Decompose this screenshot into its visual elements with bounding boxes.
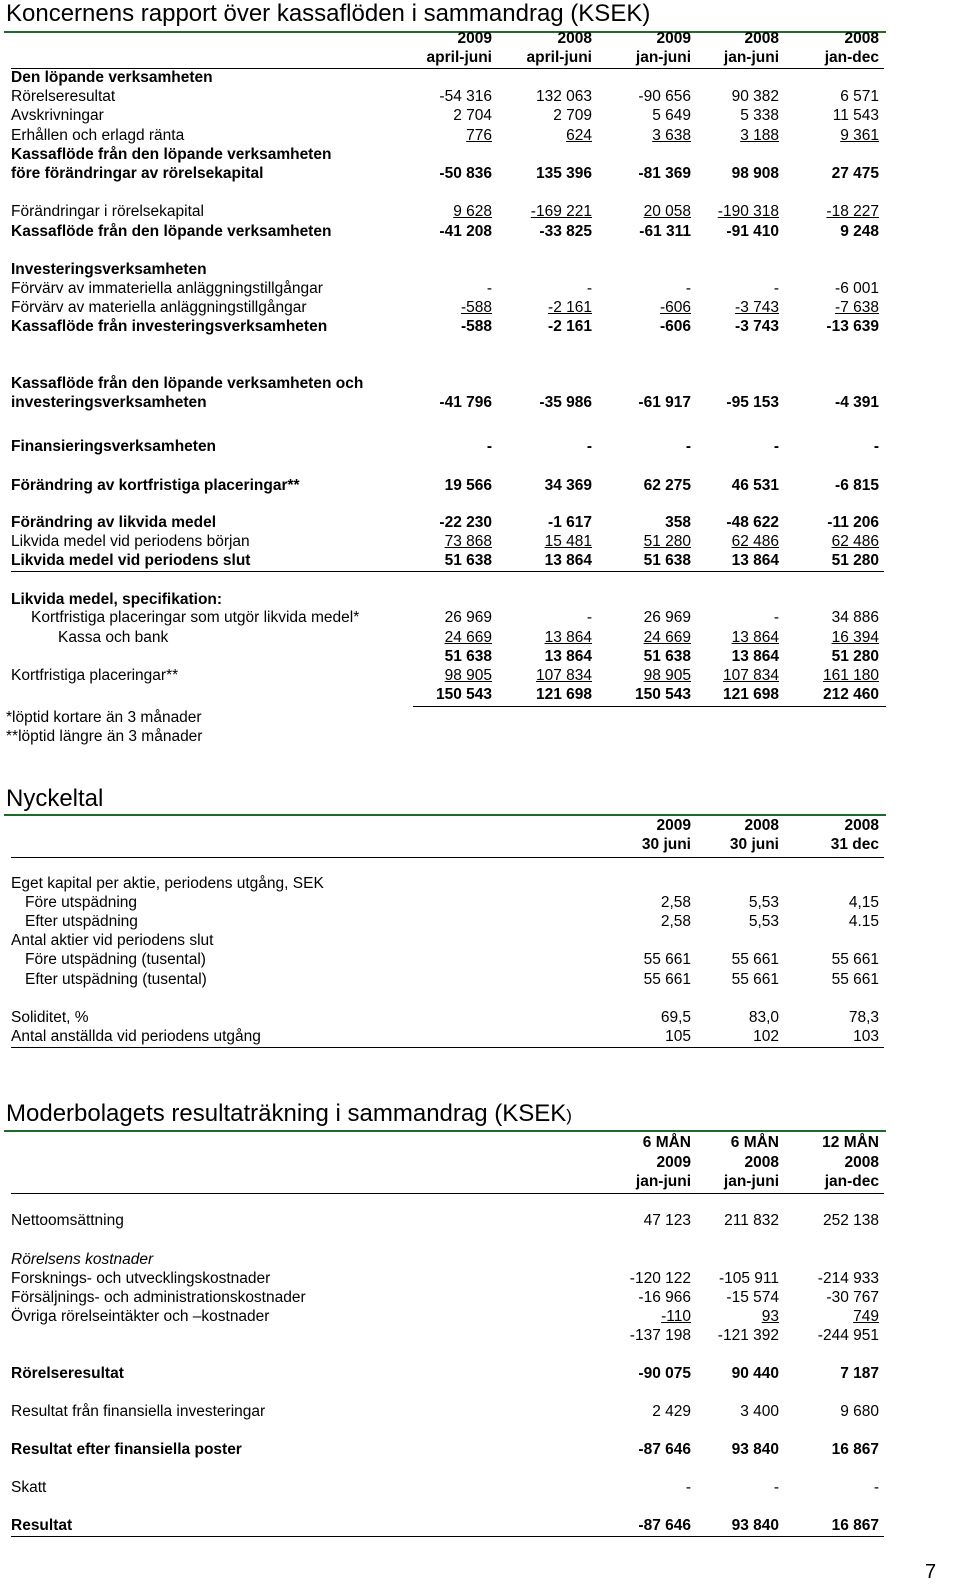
cell-value: 2,58 (660, 913, 691, 930)
table-rule (11, 1047, 884, 1048)
cell-value: -120 122 (629, 1270, 691, 1287)
cell-value: 55 661 (643, 951, 691, 968)
table-rule (11, 1193, 884, 1194)
row-label: Resultat (11, 1517, 73, 1534)
cell-value: 83,0 (748, 1009, 779, 1026)
cell-value: 2,58 (660, 894, 691, 911)
cell-value: 98 908 (731, 165, 779, 182)
cell-value: - (586, 280, 592, 297)
cell-value: 62 275 (643, 477, 691, 494)
cell-value: 69,5 (660, 1009, 691, 1026)
footnote-short: *löptid kortare än 3 månader (6, 709, 202, 726)
cell-value: 93 840 (731, 1441, 779, 1458)
cell-value: 5 338 (740, 107, 779, 124)
row-label: Likvida medel vid periodens slut (11, 552, 251, 569)
column-period: jan-dec (824, 1173, 879, 1190)
row-label: Rörelseresultat (11, 88, 116, 105)
row-label: Före utspädning (tusental) (25, 951, 206, 968)
cell-value: 51 638 (643, 648, 691, 665)
table-rule (11, 571, 884, 572)
cell-value: 13 864 (544, 629, 592, 646)
row-label: Antal anställda vid periodens utgång (11, 1028, 261, 1045)
cell-value: -606 (659, 318, 691, 335)
cell-value: 9 248 (840, 223, 879, 240)
cell-value: 5,53 (748, 913, 779, 930)
row-label: Övriga rörelseintäkter och –kostnader (11, 1308, 270, 1325)
cell-value: 3 400 (740, 1403, 779, 1420)
cell-value: -41 208 (439, 223, 492, 240)
cell-value: 62 486 (731, 533, 779, 550)
cell-value: 15 481 (544, 533, 592, 550)
column-period: 30 juni (729, 836, 779, 853)
cell-value: -190 318 (717, 203, 779, 220)
column-period: april-juni (426, 49, 492, 66)
cell-value: -54 316 (439, 88, 492, 105)
cell-value: -588 (460, 299, 492, 316)
row-label: Efter utspädning (25, 913, 138, 930)
cell-value: 55 661 (731, 971, 779, 988)
cell-value: 135 396 (535, 165, 592, 182)
cell-value: -61 917 (638, 394, 691, 411)
cell-value: 2 704 (453, 107, 492, 124)
column-year: 2008 (844, 1154, 879, 1171)
cell-value: 4,15 (848, 894, 879, 911)
cell-value: -110 (661, 1308, 691, 1325)
row-label: Erhållen och erlagd ränta (11, 127, 185, 144)
cell-value: 51 280 (643, 533, 691, 550)
row-label: Förvärv av immateriella anläggningstillgångar (11, 280, 323, 297)
column-months: 6 MÅN (730, 1134, 779, 1151)
page-number: 7 (925, 1561, 937, 1583)
column-year: 2008 (744, 30, 779, 47)
cell-value: 55 661 (731, 951, 779, 968)
moderbolag-title (6, 1100, 572, 1128)
cell-value: 13 864 (731, 648, 779, 665)
cell-value: 2 709 (553, 107, 592, 124)
cell-value: 102 (753, 1028, 779, 1045)
cell-value: 90 382 (731, 88, 779, 105)
row-label: Före utspädning (25, 894, 138, 911)
cell-value: -105 911 (718, 1270, 779, 1287)
cell-value: 62 486 (831, 533, 879, 550)
cell-value: 78,3 (848, 1009, 879, 1026)
cell-value: 150 543 (435, 686, 492, 703)
cell-value: 13 864 (731, 629, 779, 646)
column-period: 31 dec (830, 836, 879, 853)
cell-value: -214 933 (817, 1270, 879, 1287)
cell-value: 51 638 (444, 648, 492, 665)
cell-value: 16 394 (831, 629, 879, 646)
cell-value: -6 815 (835, 477, 879, 494)
column-year: 2009 (656, 817, 691, 834)
row-label: investeringsverksamheten (11, 394, 207, 411)
row-label: Rörelseresultat (11, 1365, 124, 1382)
table-rule (11, 857, 884, 858)
row-label: Kassaflöde från investeringsverksamheten (11, 318, 328, 335)
column-year: 2009 (457, 30, 492, 47)
row-label: Kassaflöde från den löpande verksamheten och (11, 375, 364, 392)
cell-value: 776 (466, 127, 492, 144)
cell-value: 103 (853, 1028, 879, 1045)
cell-value: - (586, 609, 592, 626)
cell-value: 20 058 (643, 203, 691, 220)
cell-value: 19 566 (444, 477, 492, 494)
column-year: 2009 (656, 30, 691, 47)
moderbolag-title-close: ) (566, 1106, 572, 1125)
row-label: Kassa och bank (58, 629, 169, 646)
cell-value: 9 361 (840, 127, 879, 144)
cell-value: 3 188 (740, 127, 779, 144)
column-months: 12 MÅN (822, 1134, 879, 1151)
cell-value: - (486, 280, 492, 297)
cell-value: 2 429 (652, 1403, 691, 1420)
column-year: 2008 (744, 817, 779, 834)
cell-value: - (773, 438, 779, 455)
footnote-long: **löptid längre än 3 månader (6, 728, 203, 745)
column-period: jan-juni (635, 49, 691, 66)
table-rule (11, 68, 884, 69)
cell-value: -2 161 (548, 299, 592, 316)
cell-value: -33 825 (539, 223, 592, 240)
cell-value: 3 638 (652, 127, 691, 144)
row-label: Soliditet, % (11, 1009, 89, 1026)
cell-value: 46 531 (731, 477, 779, 494)
row-label: Finansieringsverksamheten (11, 438, 217, 455)
cell-value: 9 628 (453, 203, 492, 220)
cell-value: - (685, 280, 691, 297)
cell-value: 13 864 (731, 552, 779, 569)
cell-value: 51 638 (643, 552, 691, 569)
column-period: april-juni (526, 49, 592, 66)
cell-value: -169 221 (530, 203, 592, 220)
cell-value: -15 574 (726, 1289, 779, 1306)
row-label: före förändringar av rörelsekapital (11, 165, 264, 182)
cell-value: 98 905 (643, 667, 691, 684)
cell-value: -3 743 (735, 299, 779, 316)
cell-value: 13 864 (544, 648, 592, 665)
column-year: 2009 (656, 1154, 691, 1171)
cell-value: 73 868 (444, 533, 492, 550)
cell-value: 24 669 (444, 629, 492, 646)
cell-value: 93 840 (731, 1517, 779, 1534)
cell-value: 107 834 (722, 667, 779, 684)
cell-value: -137 198 (629, 1327, 691, 1344)
row-label: Avskrivningar (11, 107, 104, 124)
cell-value: 4.15 (848, 913, 879, 930)
column-year: 2008 (844, 30, 879, 47)
column-period: jan-juni (723, 49, 779, 66)
row-label: Kassaflöde från den löpande verksamheten (11, 223, 332, 240)
moderbolag-title-rule (4, 1130, 886, 1132)
row-label: Eget kapital per aktie, periodens utgång, SEK (11, 875, 324, 892)
cell-value: -2 161 (548, 318, 592, 335)
cell-value: -1 617 (548, 514, 592, 531)
row-label: Förändring av likvida medel (11, 514, 217, 531)
cell-value: -30 767 (826, 1289, 879, 1306)
cell-value: 150 543 (634, 686, 691, 703)
cell-value: 212 460 (822, 686, 879, 703)
cell-value: - (486, 438, 492, 455)
column-period: jan-juni (723, 1173, 779, 1190)
cell-value: 16 867 (831, 1441, 879, 1458)
cell-value: -4 391 (835, 394, 879, 411)
cell-value: 5 649 (652, 107, 691, 124)
column-year: 2008 (744, 1154, 779, 1171)
cell-value: - (873, 1479, 879, 1496)
cell-value: -13 639 (826, 318, 879, 335)
table-rule (11, 1536, 884, 1537)
nyckeltal-title-rule (4, 814, 886, 816)
cell-value: 24 669 (643, 629, 691, 646)
cell-value: - (773, 1479, 779, 1496)
cell-value: 132 063 (535, 88, 592, 105)
cell-value: -50 836 (439, 165, 492, 182)
cell-value: 47 123 (643, 1212, 691, 1229)
row-label: Likvida medel, specifikation: (11, 591, 223, 608)
cell-value: 107 834 (535, 667, 592, 684)
column-period: jan-dec (824, 49, 879, 66)
column-months: 6 MÅN (642, 1134, 691, 1151)
row-label: Kassaflöde från den löpande verksamheten (11, 146, 332, 163)
cell-value: 34 886 (831, 609, 879, 626)
cell-value: - (773, 280, 779, 297)
cell-value: -48 622 (726, 514, 779, 531)
cashflow-title: Koncernens rapport över kassaflöden i sammandrag (KSEK) (6, 0, 651, 27)
row-label: Försäljnings- och administrationskostnader (11, 1289, 306, 1306)
cell-value: 98 905 (444, 667, 492, 684)
row-label: Förändring av kortfristiga placeringar** (11, 477, 300, 494)
column-year: 2008 (557, 30, 592, 47)
cell-value: 5,53 (748, 894, 779, 911)
cell-value: -6 001 (835, 280, 879, 297)
cell-value: -91 410 (726, 223, 779, 240)
row-label: Förändringar i rörelsekapital (11, 203, 204, 220)
cell-value: -16 966 (638, 1289, 691, 1306)
row-label: Resultat efter finansiella poster (11, 1441, 242, 1458)
cell-value: 90 440 (731, 1365, 779, 1382)
column-period: 30 juni (641, 836, 691, 853)
cell-value: -35 986 (539, 394, 592, 411)
cell-value: - (873, 438, 879, 455)
cell-value: -606 (659, 299, 691, 316)
row-label: Efter utspädning (tusental) (25, 971, 207, 988)
cell-value: 358 (665, 514, 691, 531)
cell-value: 11 543 (832, 107, 879, 124)
cell-value: -11 206 (827, 514, 879, 531)
nyckeltal-title: Nyckeltal (6, 785, 104, 812)
cell-value: 55 661 (643, 971, 691, 988)
cell-value: 211 832 (724, 1212, 779, 1229)
cell-value: 26 969 (444, 609, 492, 626)
cell-value: -18 227 (826, 203, 879, 220)
cell-value: -7 638 (835, 299, 879, 316)
row-label: Forsknings- och utvecklingskostnader (11, 1270, 271, 1287)
cell-value: 749 (853, 1308, 879, 1325)
cell-value: - (586, 438, 592, 455)
cell-value: - (685, 1479, 691, 1496)
row-label: Investeringsverksamheten (11, 261, 207, 278)
cell-value: -121 392 (717, 1327, 779, 1344)
row-label: Den löpande verksamheten (11, 69, 213, 86)
cell-value: -22 230 (439, 514, 492, 531)
cell-value: 252 138 (822, 1212, 879, 1229)
cell-value: 121 698 (722, 686, 779, 703)
row-label: Kortfristiga placeringar som utgör likvida medel* (31, 609, 360, 626)
cell-value: 16 867 (831, 1517, 879, 1534)
cell-value: 121 698 (535, 686, 592, 703)
cell-value: 51 638 (444, 552, 492, 569)
cell-value: 55 661 (831, 951, 879, 968)
cell-value: -81 369 (638, 165, 691, 182)
row-label: Antal aktier vid periodens slut (11, 932, 214, 949)
row-label: Likvida medel vid periodens början (11, 533, 250, 550)
row-label: Kortfristiga placeringar** (11, 667, 179, 684)
cell-value: 93 (761, 1308, 779, 1325)
cell-value: 9 680 (840, 1403, 879, 1420)
cell-value: -90 075 (638, 1365, 691, 1382)
cell-value: 51 280 (831, 648, 879, 665)
row-label: Rörelsens kostnader (11, 1251, 154, 1268)
cell-value: 13 864 (544, 552, 592, 569)
cell-value: 27 475 (831, 165, 879, 182)
row-label: Resultat från finansiella investeringar (11, 1403, 266, 1420)
cell-value: -244 951 (817, 1327, 879, 1344)
row-label: Förvärv av materiella anläggningstillgångar (11, 299, 307, 316)
cell-value: -588 (460, 318, 492, 335)
cell-value: 105 (665, 1028, 691, 1045)
cell-value: - (685, 438, 691, 455)
row-label: Skatt (11, 1479, 47, 1496)
cell-value: 161 180 (822, 667, 879, 684)
cell-value: 51 280 (831, 552, 879, 569)
cell-value: -87 646 (638, 1441, 691, 1458)
cell-value: -3 743 (735, 318, 779, 335)
row-label: Nettoomsättning (11, 1212, 124, 1229)
cell-value: 7 187 (840, 1365, 879, 1382)
cell-value: -95 153 (726, 394, 779, 411)
cell-value: -87 646 (638, 1517, 691, 1534)
table-rule (413, 706, 886, 707)
moderbolag-title-text: Moderbolagets resultaträkning i sammandrag (KSEK (6, 1100, 567, 1127)
cell-value: 55 661 (831, 971, 879, 988)
cell-value: -41 796 (439, 394, 492, 411)
cell-value: - (773, 609, 779, 626)
cell-value: -90 656 (638, 88, 691, 105)
cell-value: -61 311 (639, 223, 691, 240)
cell-value: 624 (566, 127, 592, 144)
column-year: 2008 (844, 817, 879, 834)
cell-value: 34 369 (544, 477, 592, 494)
cell-value: 26 969 (643, 609, 691, 626)
cell-value: 6 571 (840, 88, 879, 105)
column-period: jan-juni (635, 1173, 691, 1190)
